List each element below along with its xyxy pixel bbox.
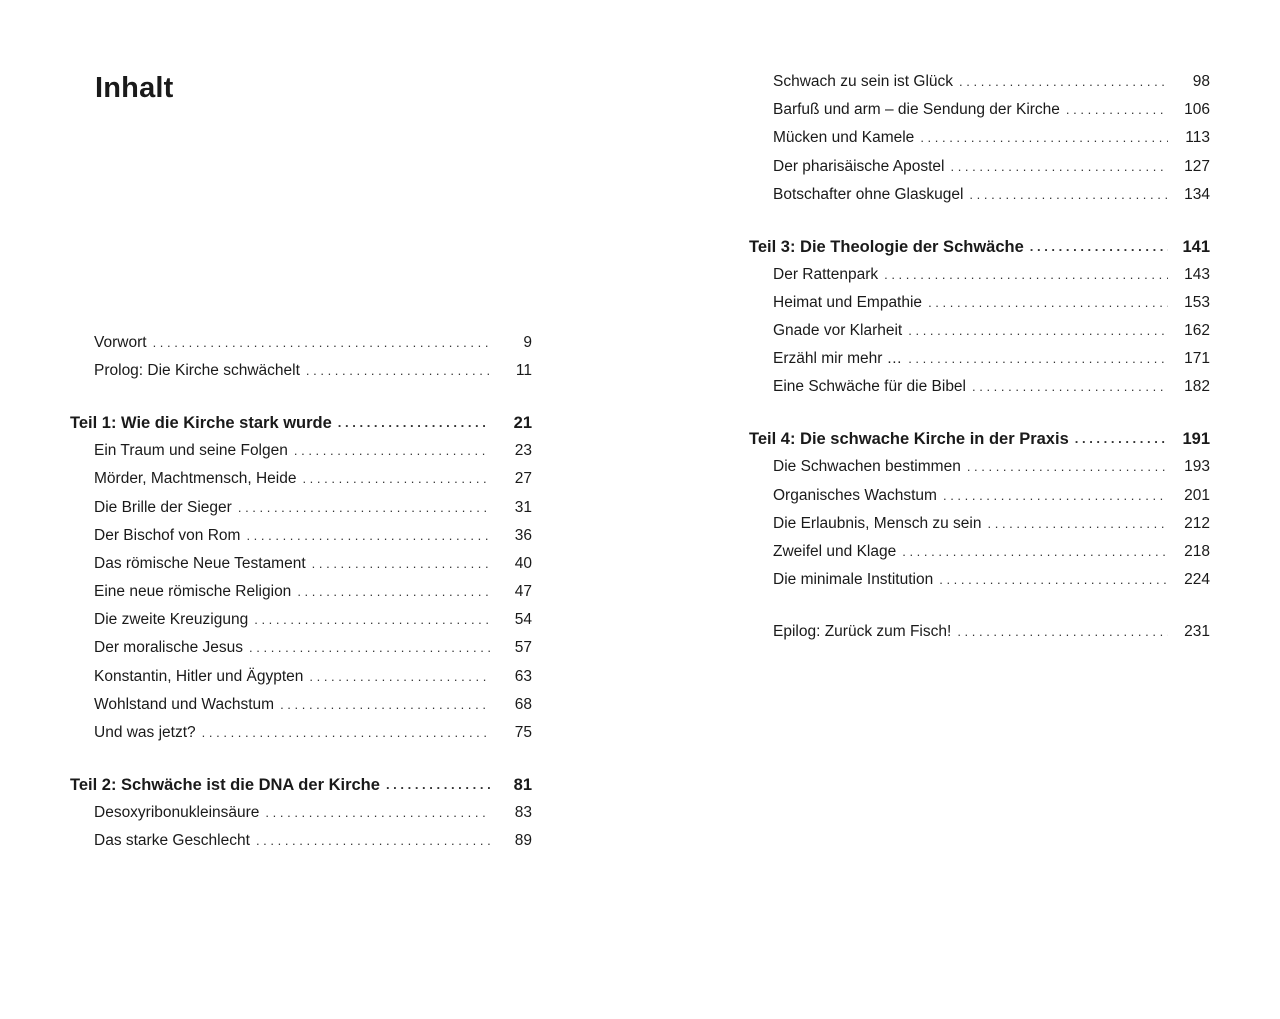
dot-leader <box>309 667 490 687</box>
toc-chapter-entry <box>70 493 532 521</box>
dot-leader <box>312 554 490 574</box>
dot-leader <box>297 582 490 602</box>
page-number: 89 <box>514 832 532 850</box>
section-spacer <box>749 209 1210 233</box>
dot-leader <box>246 526 490 546</box>
page-number: 182 <box>1184 378 1210 396</box>
page-number: 171 <box>1184 350 1210 368</box>
dot-leader <box>256 831 490 851</box>
toc-right-column <box>749 68 1210 646</box>
toc-chapter-entry <box>70 437 532 465</box>
page-number: 212 <box>1184 514 1210 532</box>
dot-leader <box>920 128 1168 148</box>
dot-leader <box>294 441 490 461</box>
section-spacer <box>70 747 532 771</box>
toc-chapter-entry <box>749 566 1210 594</box>
dot-leader <box>265 803 490 823</box>
page-number: 54 <box>514 611 532 629</box>
page-number: 191 <box>1182 430 1210 449</box>
toc-chapter-entry <box>749 153 1210 181</box>
toc-part-entry <box>70 771 532 799</box>
page-number: 231 <box>1184 622 1210 640</box>
toc-chapter-entry <box>749 510 1210 538</box>
page-number: 27 <box>514 470 532 488</box>
toc-chapter-entry <box>749 317 1210 345</box>
entry-title: Organisches Wachstum <box>773 486 937 504</box>
page-number: 81 <box>513 775 532 794</box>
entry-title: Teil 1: Wie die Kirche stark wurde <box>70 413 332 432</box>
toc-chapter-entry <box>70 634 532 662</box>
page-number: 113 <box>1185 129 1210 147</box>
toc-chapter-entry <box>749 453 1210 481</box>
toc-chapter-entry <box>749 373 1210 401</box>
entry-title: Vorwort <box>94 334 147 352</box>
page-number: 68 <box>514 695 532 713</box>
dot-leader <box>943 486 1168 506</box>
entry-title: Die Erlaubnis, Mensch zu sein <box>773 514 982 532</box>
page-number: 21 <box>513 413 532 432</box>
page-number: 31 <box>514 498 532 516</box>
toc-chapter-entry <box>70 522 532 550</box>
dot-leader <box>959 72 1168 92</box>
page-number: 9 <box>523 334 532 352</box>
entry-title: Und was jetzt? <box>94 724 196 742</box>
page-number: 75 <box>514 724 532 742</box>
page-number: 47 <box>514 583 532 601</box>
dot-leader <box>939 570 1168 590</box>
dot-leader <box>338 413 490 433</box>
toc-chapter-entry <box>70 606 532 634</box>
page-number: 218 <box>1184 542 1210 560</box>
entry-title: Wohlstand und Wachstum <box>94 695 275 713</box>
entry-title: Mörder, Machtmensch, Heide <box>94 470 297 488</box>
page-number: 23 <box>514 442 532 460</box>
page-number: 36 <box>514 526 532 544</box>
dot-leader <box>972 377 1168 397</box>
entry-title: Botschafter ohne Glaskugel <box>773 185 964 203</box>
section-spacer <box>749 594 1210 618</box>
entry-title: Konstantin, Hitler und Ägypten <box>94 667 304 685</box>
entry-title: Schwach zu sein ist Glück <box>773 73 954 91</box>
entry-title: Barfuß und arm – die Sendung der Kirche <box>773 101 1060 119</box>
dot-leader <box>306 361 490 381</box>
page-number: 57 <box>514 639 532 657</box>
toc-chapter-entry <box>749 345 1210 373</box>
toc-chapter-entry <box>749 96 1210 124</box>
page-number: 40 <box>514 554 532 572</box>
dot-leader <box>254 610 490 630</box>
page-number: 201 <box>1184 486 1210 504</box>
toc-chapter-entry <box>749 289 1210 317</box>
toc-chapter-entry <box>70 663 532 691</box>
entry-title: Die Brille der Sieger <box>94 498 232 516</box>
entry-title: Epilog: Zurück zum Fisch! <box>773 622 952 640</box>
entry-title: Teil 4: Die schwache Kirche in der Praxis <box>749 430 1069 449</box>
page-number: 127 <box>1184 157 1210 175</box>
page-number: 63 <box>514 667 532 685</box>
toc-chapter-entry <box>70 550 532 578</box>
toc-chapter-entry <box>749 181 1210 209</box>
toc-chapter-entry <box>70 691 532 719</box>
dot-leader <box>280 695 490 715</box>
dot-leader <box>1066 100 1168 120</box>
dot-leader <box>969 185 1168 205</box>
page-number: 98 <box>1192 73 1210 91</box>
entry-title: Teil 3: Die Theologie der Schwäche <box>749 237 1024 256</box>
dot-leader <box>928 293 1168 313</box>
dot-leader <box>908 349 1168 369</box>
entry-title: Der pharisäische Apostel <box>773 157 945 175</box>
toc-chapter-entry <box>749 618 1210 646</box>
toc-chapter-entry <box>749 124 1210 152</box>
page-number: 224 <box>1184 571 1210 589</box>
dot-leader <box>238 498 490 518</box>
toc-part-entry <box>749 425 1210 453</box>
entry-title: Der Rattenpark <box>773 265 879 283</box>
entry-title: Heimat und Empathie <box>773 293 923 311</box>
page-number: 153 <box>1184 293 1210 311</box>
entry-title: Gnade vor Klarheit <box>773 322 903 340</box>
entry-title: Zweifel und Klage <box>773 542 897 560</box>
entry-title: Desoxyribonukleinsäure <box>94 803 260 821</box>
entry-title: Der moralische Jesus <box>94 639 244 657</box>
dot-leader <box>202 723 490 743</box>
section-spacer <box>749 402 1210 426</box>
toc-chapter-entry <box>749 481 1210 509</box>
page-title: Inhalt <box>95 72 174 104</box>
entry-title: Das römische Neue Testament <box>94 554 306 572</box>
toc-left-column <box>70 329 532 855</box>
dot-leader <box>1075 429 1168 449</box>
page-number: 162 <box>1184 322 1210 340</box>
dot-leader <box>884 265 1168 285</box>
toc-chapter-entry <box>70 329 532 357</box>
dot-leader <box>902 542 1168 562</box>
dot-leader <box>249 638 490 658</box>
entry-title: Die zweite Kreuzigung <box>94 611 249 629</box>
toc-chapter-entry <box>70 357 532 385</box>
toc-chapter-entry <box>70 799 532 827</box>
page-number: 11 <box>515 362 532 380</box>
entry-title: Ein Traum und seine Folgen <box>94 442 288 460</box>
entry-title: Teil 2: Schwäche ist die DNA der Kirche <box>70 775 380 794</box>
section-spacer <box>70 385 532 409</box>
dot-leader <box>957 622 1168 642</box>
entry-title: Prolog: Die Kirche schwächelt <box>94 362 300 380</box>
entry-title: Der Bischof von Rom <box>94 526 241 544</box>
dot-leader <box>302 469 490 489</box>
entry-title: Mücken und Kamele <box>773 129 915 147</box>
dot-leader <box>153 333 490 353</box>
toc-part-entry <box>749 232 1210 260</box>
dot-leader <box>950 157 1168 177</box>
dot-leader <box>967 457 1168 477</box>
toc-part-entry <box>70 409 532 437</box>
page-number: 134 <box>1184 185 1210 203</box>
toc-chapter-entry <box>749 261 1210 289</box>
entry-title: Eine Schwäche für die Bibel <box>773 378 967 396</box>
entry-title: Das starke Geschlecht <box>94 832 250 850</box>
page-number: 141 <box>1182 237 1210 256</box>
page-number: 106 <box>1184 101 1210 119</box>
toc-chapter-entry <box>70 827 532 855</box>
dot-leader <box>988 514 1169 534</box>
toc-chapter-entry <box>70 465 532 493</box>
dot-leader <box>908 321 1168 341</box>
toc-chapter-entry <box>70 719 532 747</box>
toc-chapter-entry <box>70 578 532 606</box>
page-number: 83 <box>514 803 532 821</box>
entry-title: Erzähl mir mehr … <box>773 350 903 368</box>
toc-chapter-entry <box>749 538 1210 566</box>
dot-leader <box>1030 237 1168 257</box>
dot-leader <box>386 775 490 795</box>
entry-title: Die Schwachen bestimmen <box>773 458 961 476</box>
page-number: 143 <box>1184 265 1210 283</box>
entry-title: Die minimale Institution <box>773 571 934 589</box>
page-number: 193 <box>1184 458 1210 476</box>
toc-chapter-entry <box>749 68 1210 96</box>
entry-title: Eine neue römische Religion <box>94 583 292 601</box>
